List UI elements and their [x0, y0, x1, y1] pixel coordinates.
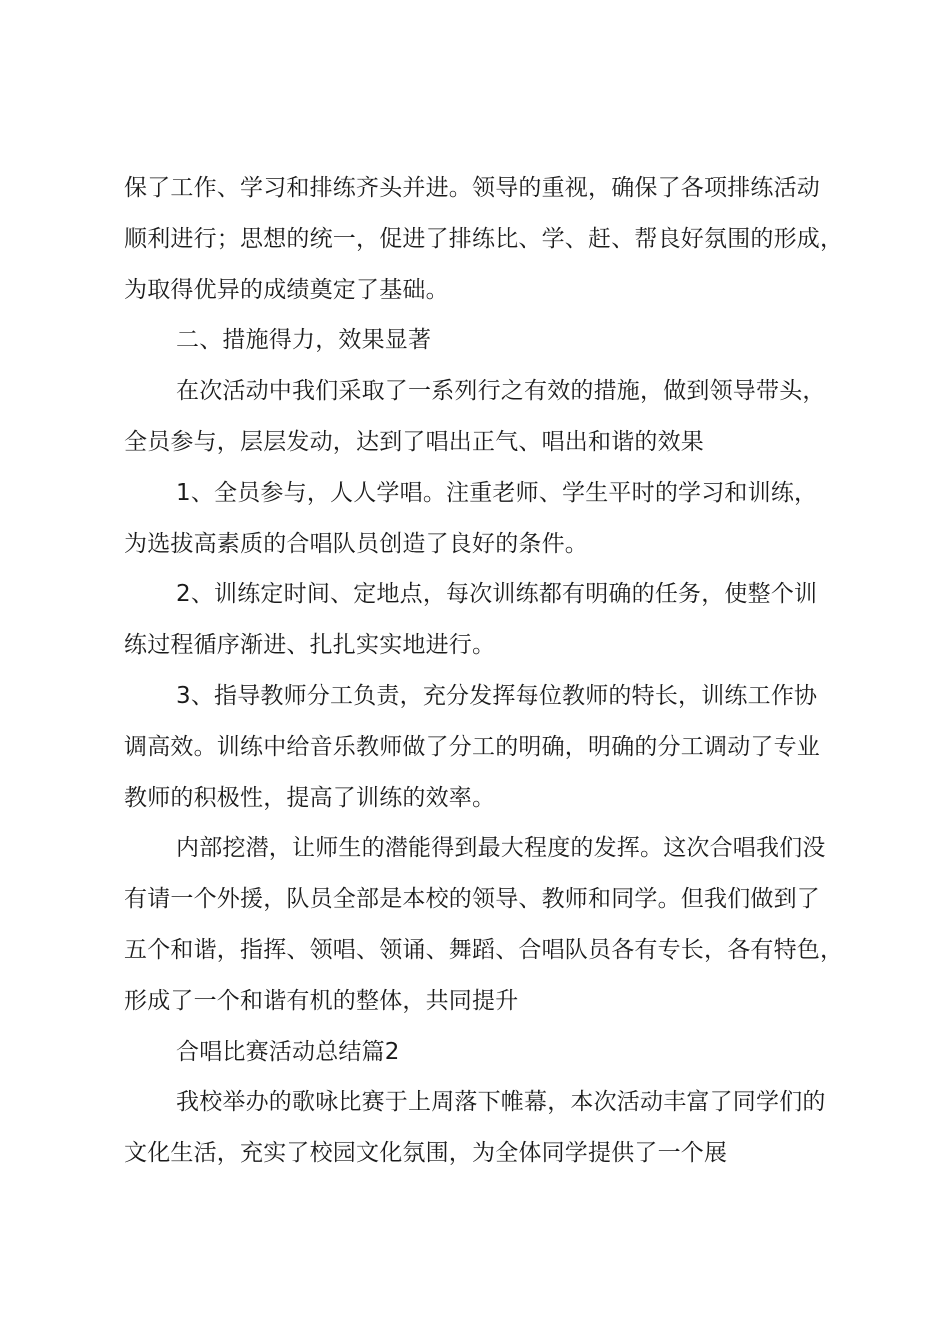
text-line: 顺利进行；思想的统一，促进了排练比、学、赶、帮良好氛围的形成，: [124, 225, 844, 252]
section-title-part-2: [124, 1027, 854, 1078]
text-line: 教师的积极性，提高了训练的效率。: [124, 784, 496, 811]
document-body: [124, 163, 854, 1179]
text-line: 练过程循序渐进、扎扎实实地进行。: [124, 632, 496, 659]
text-line: 2、训练定时间、定地点，每次训练都有明确的任务，使整个训: [176, 581, 818, 608]
list-item-2: [124, 569, 854, 671]
text-line: 保了工作、学习和排练齐头并进。领导的重视，确保了各项排练活动: [124, 175, 820, 201]
text-line: 为选拔高素质的合唱队员创造了良好的条件。: [124, 530, 588, 557]
text-line: 五个和谐，指挥、领唱、领诵、舞蹈、合唱队员各有专长，各有特色，: [124, 936, 844, 963]
text-line: 在次活动中我们采取了一系列行之有效的措施，做到领导带头，: [176, 378, 826, 405]
paragraph-internal-potential: [124, 823, 854, 1026]
text-line: 全员参与，层层发动，达到了唱出正气、唱出和谐的效果: [124, 428, 704, 455]
paragraph-leadership-continuation: [124, 163, 854, 315]
text-line: 文化生活，充实了校园文化氛围，为全体同学提供了一个展: [124, 1140, 728, 1167]
text-line: 内部挖潜，让师生的潜能得到最大程度的发挥。这次合唱我们没: [176, 835, 826, 862]
heading-line: 合唱比赛活动总结篇2: [176, 1038, 400, 1065]
paragraph-singing-contest: [124, 1077, 854, 1179]
text-line: 有请一个外援，队员全部是本校的领导、教师和同学。但我们做到了: [124, 886, 820, 913]
paragraph-measures-intro: [124, 366, 854, 468]
text-line: 我校举办的歌咏比赛于上周落下帷幕，本次活动丰富了同学们的: [176, 1089, 826, 1116]
text-line: 1、全员参与，人人学唱。注重老师、学生平时的学习和训练，: [176, 479, 818, 506]
heading-line: 二、措施得力，效果显著: [176, 327, 432, 354]
list-item-1: [124, 468, 854, 570]
list-item-3: [124, 671, 854, 823]
text-line: 调高效。训练中给音乐教师做了分工的明确，明确的分工调动了专业: [124, 733, 820, 760]
text-line: 3、指导教师分工负责，充分发挥每位教师的特长，训练工作协: [176, 682, 818, 709]
text-line: 形成了一个和谐有机的整体，共同提升: [124, 987, 519, 1014]
text-line: 为取得优异的成绩奠定了基础。: [124, 276, 449, 303]
section-heading-measures: [124, 315, 854, 366]
